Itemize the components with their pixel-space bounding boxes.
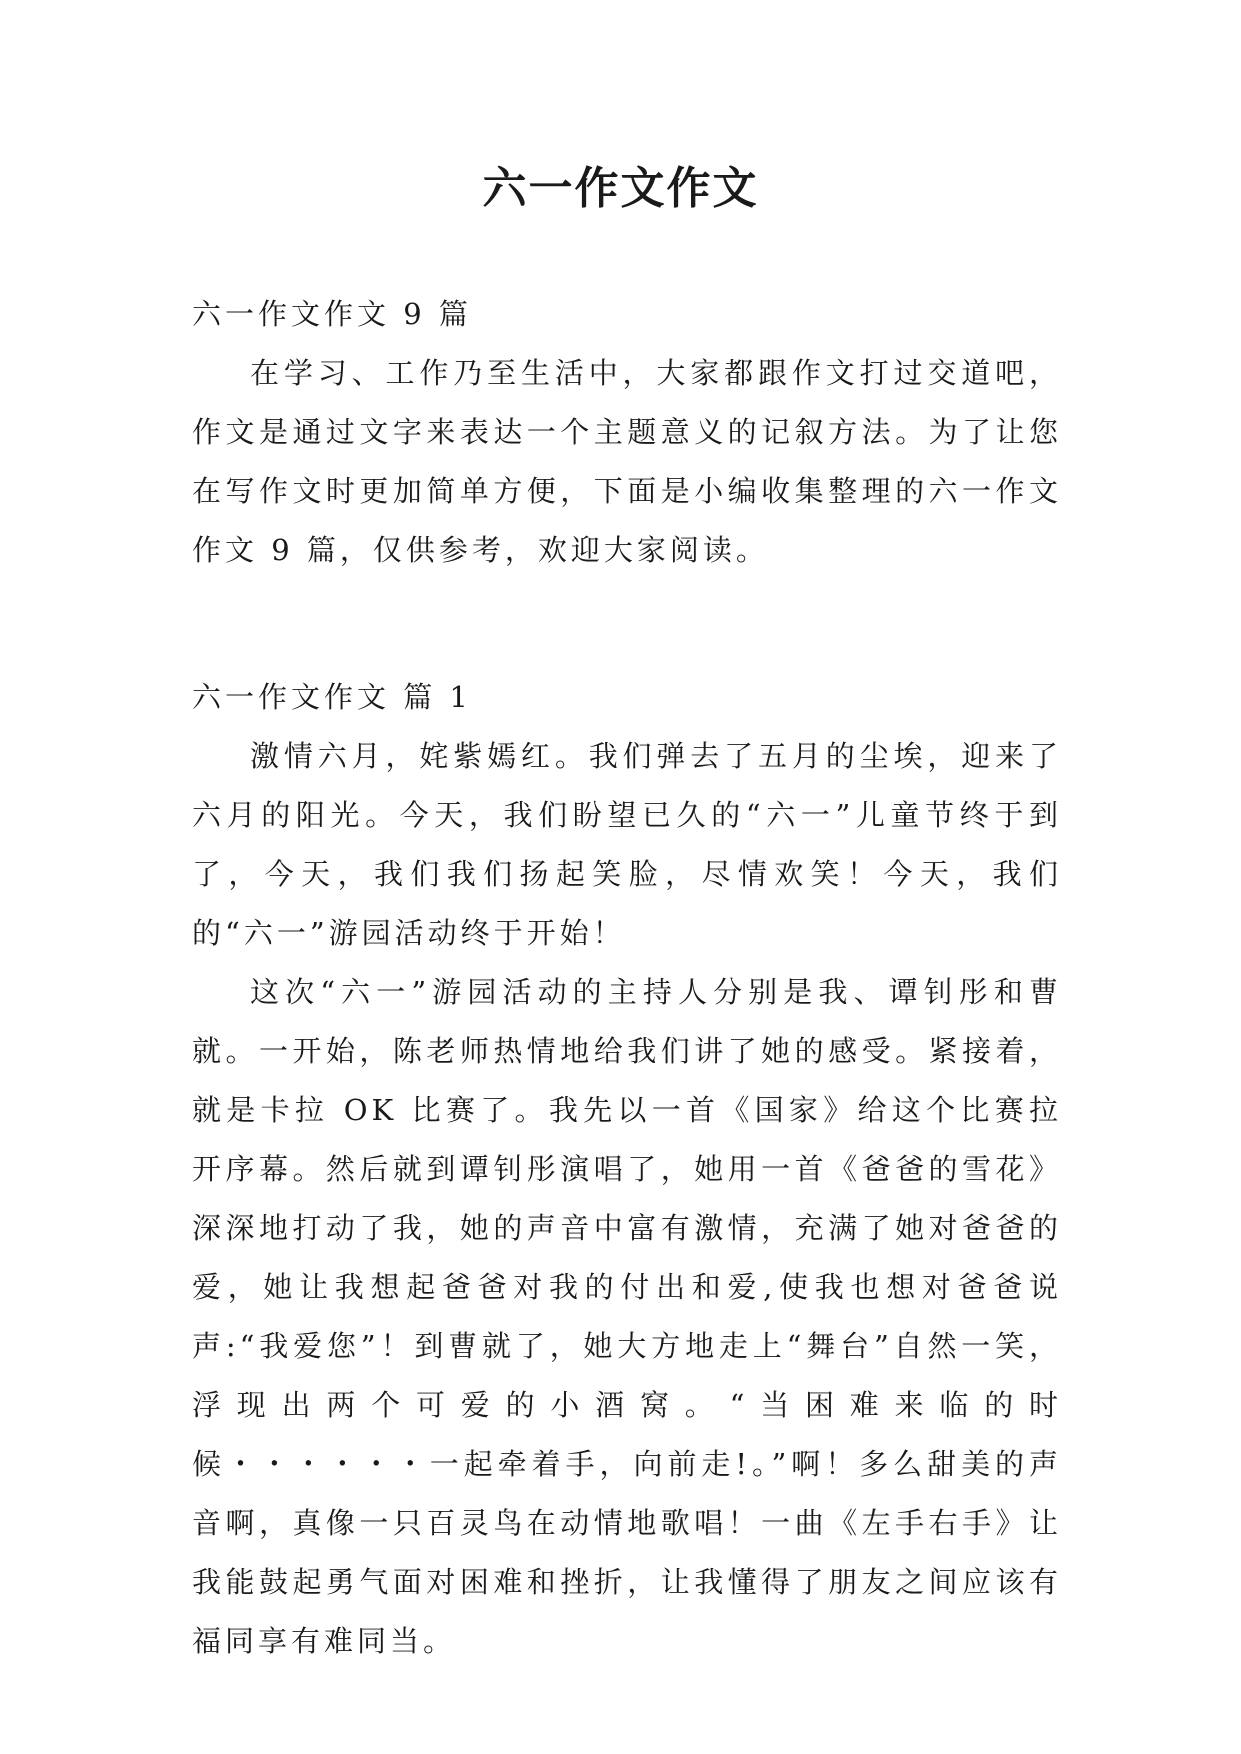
intro-heading: 六一作文作文 9 篇 [192, 297, 472, 331]
section-paragraph: 激情六月，姹紫嫣红。我们弹去了五月的尘埃，迎来了六月的阳光。今天，我们盼望已久的“六一”儿童节终于到了，今天，我们我们扬起笑脸，尽情欢笑！今天，我们的“六一”游园活动终于开始！ [192, 739, 1062, 950]
section-paragraph: 这次“六一”游园活动的主持人分别是我、谭钊彤和曹就。一开始，陈老师热情地给我们讲了她的感受。紧接着，就是卡拉 OK 比赛了。我先以一首《国家》给这个比赛拉开序幕。然后就到谭钊彤演唱了，她用一首《爸爸的雪花》深深地打动了我，她的声音中富有激情，充满了她对爸爸的爱，她让我想起爸爸对我的付出和爱,使我也想对爸爸说声:“我爱您”！到曹就了，她大方地走上“舞台”自然一笑，浮现出两个可爱的小酒窝。“当困难来临的时候・・・・・・一起牵着手，向前走!。”啊！多么甜美的声音啊，真像一只百灵鸟在动情地歌唱！一曲《左手右手》让我能鼓起勇气面对困难和挫折，让我懂得了朋友之间应该有福同享有难同当。 [192, 975, 1062, 1658]
section-heading: 六一作文作文 篇 1 [192, 680, 472, 714]
section-spacer [192, 580, 1062, 668]
intro-paragraph: 在学习、工作乃至生活中，大家都跟作文打过交道吧，作文是通过文字来表达一个主题意义的记叙方法。为了让您在写作文时更加简单方便，下面是小编收集整理的六一作文作文 9 篇，仅供参考，欢迎大家阅读。 [192, 356, 1062, 567]
document-body [192, 285, 1062, 1671]
document-title: 六一作文作文 [482, 163, 759, 214]
